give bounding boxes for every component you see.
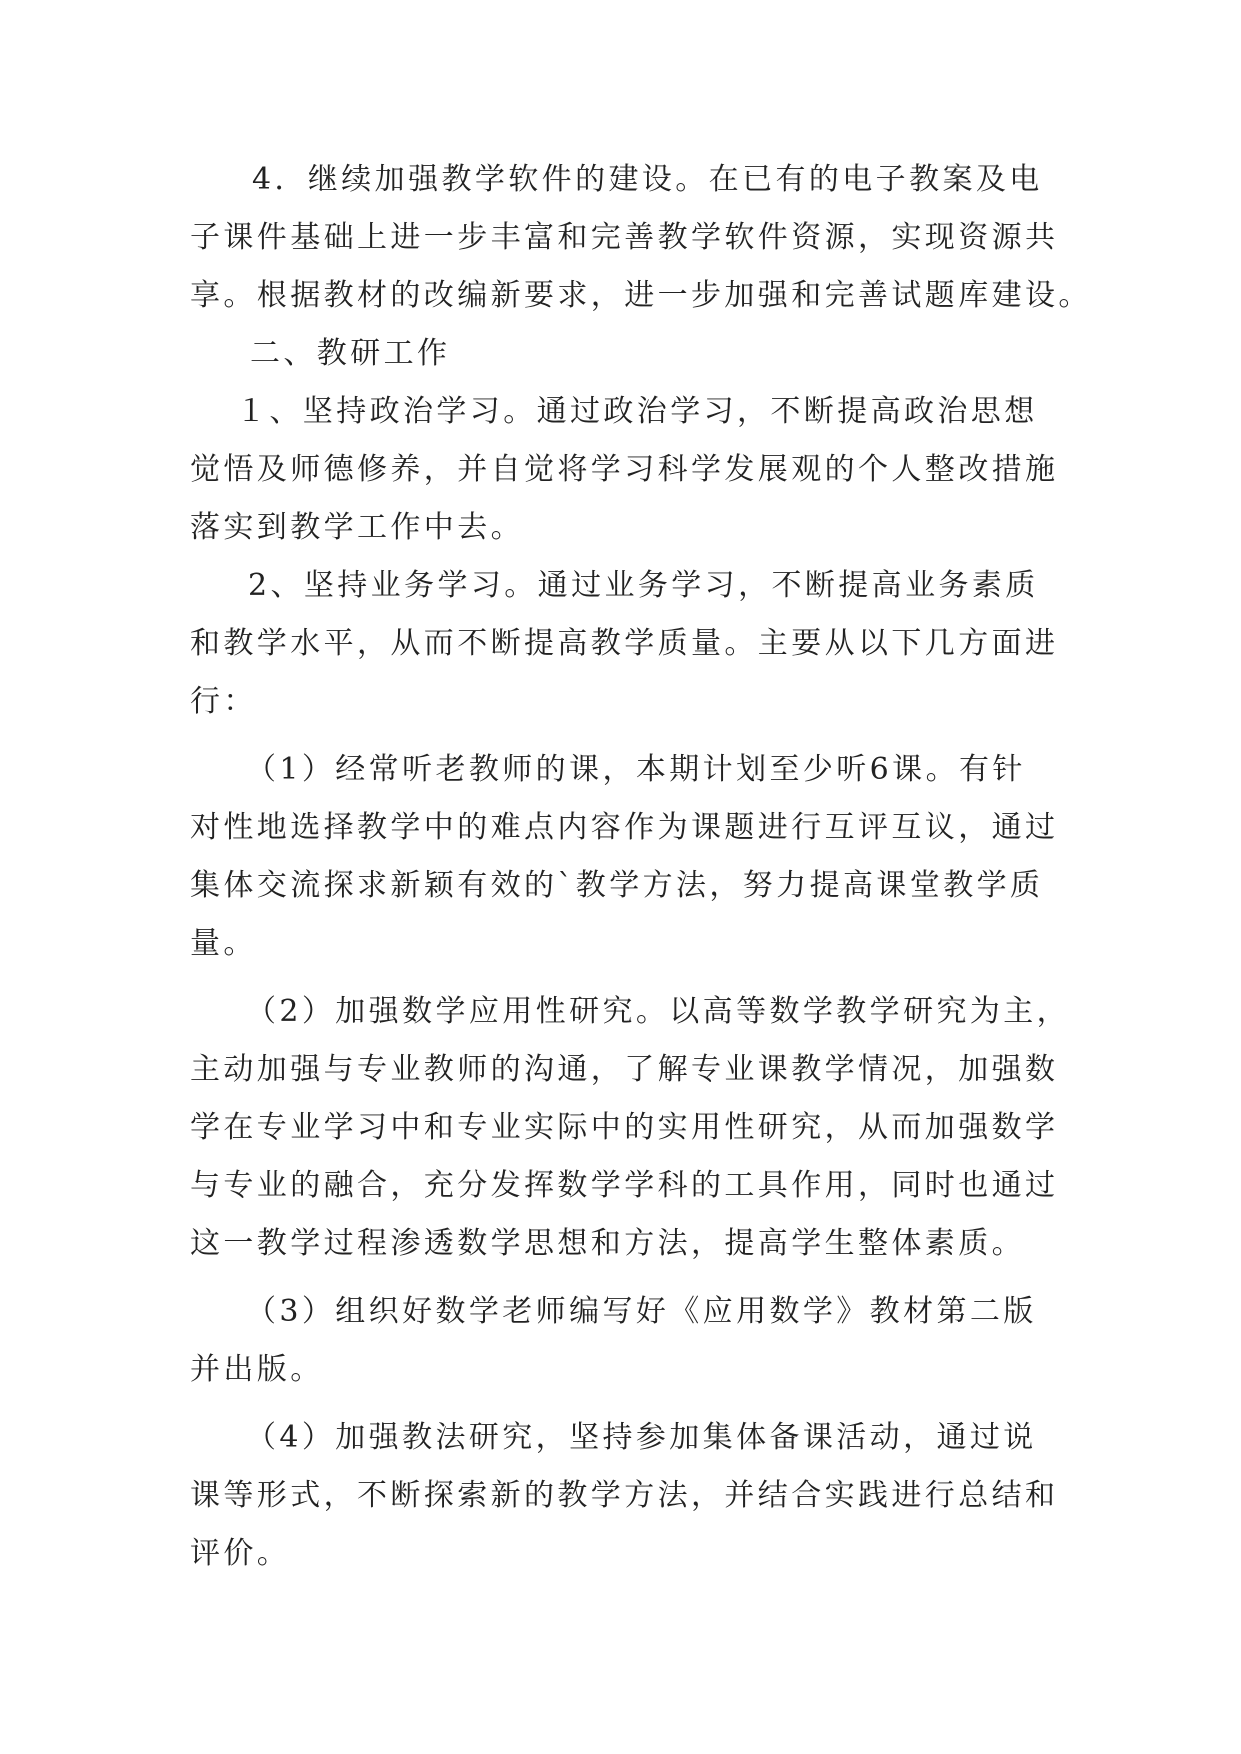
text-line: 主动加强与专业教师的沟通，了解专业课教学情况，加强数 xyxy=(190,1052,1059,1087)
text-line: （1）经常听老教师的课，本期计划至少听6课。有针 xyxy=(246,752,1026,787)
text-line: 觉悟及师德修养，并自觉将学习科学发展观的个人整改措施 xyxy=(190,452,1059,487)
text-line: 行： xyxy=(190,684,257,719)
text-line: 4．继续加强教学软件的建设。在已有的电子教案及电 xyxy=(252,162,1043,197)
text-line: 这一教学过程渗透数学思想和方法，提高学生整体素质。 xyxy=(190,1226,1025,1261)
text-line: 与专业的融合，充分发挥数学学科的工具作用，同时也通过 xyxy=(190,1168,1059,1203)
text-line: 2、坚持业务学习。通过业务学习，不断提高业务素质 xyxy=(248,568,1039,603)
text-line: １、坚持政治学习。通过政治学习，不断提高政治思想 xyxy=(236,394,1038,429)
text-line: 评价。 xyxy=(190,1536,291,1571)
text-line: 并出版。 xyxy=(190,1352,324,1387)
text-line: 落实到教学工作中去。 xyxy=(190,510,524,545)
text-line: （2）加强数学应用性研究。以高等数学教学研究为主， xyxy=(246,994,1071,1029)
text-line: 集体交流探求新颖有效的`教学方法，努力提高课堂教学质 xyxy=(190,868,1044,903)
text-line: 对性地选择教学中的难点内容作为课题进行互评互议，通过 xyxy=(190,810,1059,845)
text-line: 课等形式，不断探索新的教学方法，并结合实践进行总结和 xyxy=(190,1478,1059,1513)
text-line: 享。根据教材的改编新要求，进一步加强和完善试题库建设。 xyxy=(190,278,1092,313)
text-line: 和教学水平，从而不断提高教学质量。主要从以下几方面进 xyxy=(190,626,1059,661)
text-line: 学在专业学习中和专业实际中的实用性研究，从而加强数学 xyxy=(190,1110,1059,1145)
text-line: （3）组织好数学老师编写好《应用数学》教材第二版 xyxy=(246,1294,1037,1329)
text-line: （4）加强教法研究，坚持参加集体备课活动，通过说 xyxy=(246,1420,1037,1455)
section-heading: 二、教研工作 xyxy=(250,336,451,371)
text-line: 子课件基础上进一步丰富和完善教学软件资源，实现资源共 xyxy=(190,220,1059,255)
text-line: 量。 xyxy=(190,926,257,961)
